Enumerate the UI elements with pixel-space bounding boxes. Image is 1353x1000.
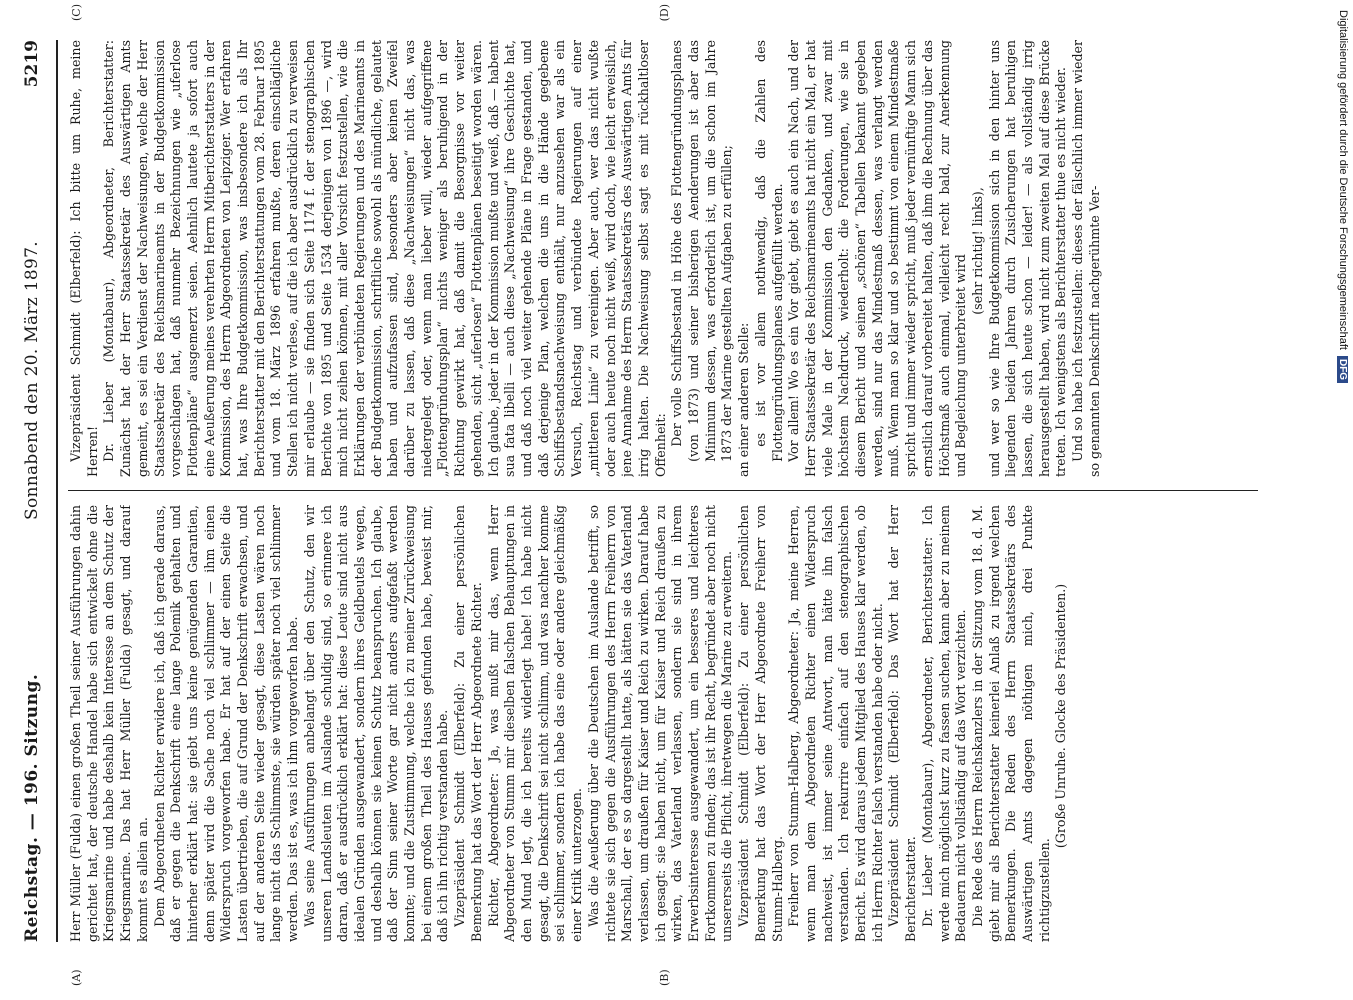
left-paragraph: Vizepräsident Schmidt (Elberfeld): Zu einer persönlichen Bemerkung hat das Wort der Herr Abgeordnete Freiherr von Stumm-Halberg. (736, 505, 785, 942)
right-column (68, 40, 1258, 477)
left-paragraph: Dr. Lieber (Montabaur), Abgeordneter, Berichterstatter: Ich werde mich möglichst kurz zu fassen suchen, kann aber zu meinem Bedauern nicht vollständig auf das Wort verzichten. (919, 505, 969, 942)
left-paragraph: Richter, Abgeordneter: Ja, was mußt mir das, wenn Herr Abgeordneter von Stumm mir dieselben falschen Behauptungen in den Mund legt, die ich bereits widerlegt habe! Ich habe nicht gesagt, die Denkschrift sei nicht schlimm, und was nachher komme sei schlimmer, sondern ich habe das eine oder andere gleichmäßig einer Kritik unterzogen. (485, 505, 585, 942)
left-paragraph: Vizepräsident Schmidt (Elberfeld): Das Wort hat der Herr Berichterstatter. (886, 505, 919, 942)
left-paragraph: (Große Unruhe. Glocke des Präsidenten.) (1053, 583, 1069, 849)
text-columns (68, 4, 1258, 986)
right-paragraph: Und so habe ich festzustellen: dieses der fälschlich immer wieder so genannten Denkschrift nachgerühmte Ver- (1070, 40, 1102, 477)
left-paragraph: Was die Aeußerung über die Deutschen im Auslande betrifft, so richtete sie sich gegen die Ausführungen des Herrn Freiherrn von Marschall, der es so dargestellt hatte, als hätten sie das Vaterland verlassen, um draußen für Kaiser und Reich zu wirken. Darauf habe ich gesagt: sie haben nicht, um für Kaiser und Reich draußen zu wirken, das Vaterland verlassen, sondern sie sind in ihrem Erwerbsinteresse ausgewandert, um ein besseres und leichteres Fortkommen zu finden; das ist ihr Recht, begründet aber noch nicht unsererseits die Pflicht, ihretwegen die Marine zu erweitern. (585, 505, 735, 942)
digitization-note (1335, 0, 1351, 1000)
right-paragraph: Der volle Schiffsbestand in Höhe des Flottengründungsplanes (von 1873) und seiner bisherigen Aenderungen ist aber das Minimum dessen, was erforderlich ist, um die schon im Jahre 1873 der Marine gestellten Aufgaben zu erfüllen; (669, 40, 735, 462)
left-paragraph: Freiherr von Stumm-Halberg, Abgeordneter: Ja, meine Herren, wenn man dem Abgeordneten Richter einen Widerspruch nachweist, ist immer seine Antwort, man hätte ihn falsch verstanden. Ich rekurrire einfach auf den stenographischen Bericht. Es wird daraus jedem Mitglied des Hauses klar werden, ob ich Herrn Richter falsch verstanden habe oder nicht. (786, 505, 885, 942)
right-paragraph: an einer anderen Stelle: (736, 322, 752, 477)
left-paragraph: Herr Müller (Fulda) einen großen Theil seiner Ausführungen dahin gerichtet hat, der deutsche Handel habe sich entwickelt ohne die Kriegsmarine und habe deshalb kein Interesse an dem Schutz der Kriegsmarine. Das hat Herr Müller (Fulda) gesagt, und darauf kommt es allein an. (68, 505, 150, 942)
margin-marker-a: (A) (70, 969, 83, 986)
right-paragraph: Vizepräsident Schmidt (Elberfeld): Ich bitte um Ruhe, meine Herren! (68, 40, 100, 477)
margin-marker-d: (D) (658, 4, 671, 22)
right-paragraph: Vor allem! Wo es ein Vor giebt, giebt es auch ein Nach, und der Herr Staatssekretär des Reichsmarineamts hat nicht ein Mal, er hat viele Male in der Kommission den Gedanken, und zwar mit höchstem Nachdruck, wiederholt: die Forderungen, wie sie in diesem Bericht und seinen „schönen“ Tabellen bekannt gegeben werden, sind nur das Mindestmaß dessen, was verlangt werden muß. Wenn man so klar und so bestimmt von einem Mindestmaße spricht und immer wieder spricht, muß jeder vernünftige Mann sich ernstlich darauf vorbereitet halten, daß ihm die Rechnung über das Höchstmaß auch einmal, vielleicht recht bald, zur Anerkennung und Begleichung unterbreitet wird (786, 40, 969, 477)
header-date: Sonnabend den 20. März 1897. (22, 241, 42, 520)
header-left: Reichstag. — 196. Sitzung. (22, 673, 42, 942)
left-paragraph: Dem Abgeordneten Richter erwidere ich, daß ich gerade daraus, daß er gegen die Denkschrift eine lange Polemik gehalten und hinterher erklärt hat: sie giebt uns keine genügenden Garantien, denn später wird die Sache noch viel schlimmer — ihm einen Widerspruch vorgeworfen habe. Er hat auf der einen Seite die Lasten übertrieben, die auf Grund der Denkschrift erwachsen, und auf der anderen Seite wieder gesagt, diese Lasten wären noch lange nicht das Schlimmste, sie würden später noch viel schlimmer werden. Das ist es, was ich ihm vorgeworfen habe. (151, 505, 301, 942)
right-paragraph: und wer so wie Ihre Budgetkommission sich in den hinter uns liegenden beiden Jahren durch Zusicherungen hat beruhigen lassen, die sich heute schon — leider! — als vollständig irrig herausgestellt haben, wird nicht zum zweiten Mal auf diese Brücke treten. Ich wenigstens als Berichterstatter thue es nicht wieder. (986, 40, 1069, 477)
page-number: 5219 (22, 40, 42, 88)
digitization-note-text: Digitalisierung gefördert durch die Deutsche Forschungsgemeinschaft (1337, 10, 1349, 350)
left-column (68, 505, 1258, 942)
left-paragraph: Die Rede des Herrn Reichskanzlers in der Sitzung vom 18. d. M. giebt mir als Berichterstatter keinerlei Anlaß zu irgend welchen Bemerkungen. Die Reden des Herrn Staatssekretärs des Auswärtigen Amts dagegen nöthigen mich, drei Punkte richtigzustellen. (969, 505, 1052, 942)
page-header (22, 40, 58, 942)
right-paragraph: Dr. Lieber (Montabaur), Abgeordneter, Berichterstatter: Zunächst hat der Herr Staatssekretär des Auswärtigen Amts gemeint, es sei ein Verdienst der Nachweisungen, welche der Herr Staatssekretär des Reichsmarineamts in der Budgetkommission vorgeschlagen hat, daß nunmehr Bezeichnungen wie „uferlose Flottenpläne“ ausgemerzt seien. Aehnlich lautete ja sofort auch eine Aeußerung meines verehrten Herrn Mitberichterstatters in der Kommission, des Herrn Abgeordneten von Leipziger. Wer erfahren hat, was Ihre Budgetkommission, was insbesondere ich als Ihr Berichterstatter mit den Berichterstattungen vom 28. Februar 1895 und vom 18. März 1896 erfahren mußte, deren einschlägliche Stellen ich nicht verlese, auf die ich aber ausdrücklich zu verweisen mir erlaube — sie finden sich Seite 1174 f. der stenographischen Berichte von 1895 und Seite 1534 derjenigen von 1896 —, wird mich nicht zeihen können, mit aller Vorsicht festzustellen, wie die Erklärungen der verbündeten Regierungen und des Marineamts in der Budgetkommission, schriftliche sowohl als mündliche, gelautet haben und aufzufassen sind, besonders aber keinen Zweifel darüber zu lassen, daß diese „Nachweisungen“ nicht das, was niedergelegt oder, wenn man lieber will, wieder aufgegriffene „Flottengründungsplan“ nichts weniger als beruhigend in der Richtung gewirkt hat, daß damit die Besorgnisse vor weiter gehenden, sicht „uferlosen“ Flottenplänen beseitigt worden wären. Ich glaube, jeder in der Kommission mußte und weiß, daß — habent sua fata libelli — auch diese „Nachweisung“ ihre Geschichte hat, und daß noch viel weiter gehende Pläne in Frage gestanden, und daß derjenige Plan, welchen die uns in die Hände gegebene Schiffsbestandsnachweisung enthält, nur anzusehen war als ein Versuch, Reichstag und verbündete Regierungen auf einer „mittleren Linie“ zu vereinigen. Aber auch, wer das nicht wußte oder auch heute noch nicht weiß, wird doch, wie leicht erweislich, jene Annahme des Herrn Staatssekretärs des Auswärtigen Amts für irrig halten. Die Nachweisung selbst sagt es mit rückhaltloser Offenheit: (101, 40, 668, 477)
right-paragraph: (sehr richtig! links), (969, 187, 985, 315)
left-paragraph: Was seine Ausführungen anbelangt über den Schutz, den wir unseren Landsleuten im Auslande schuldig sind, so erinnere ich daran, daß er ausdrücklich erklärt hat: diese Leute sind nicht aus idealen Gründen ausgewandert, sondern ihres Geldbeutels wegen, und deshalb können sie keinen Schutz beanspruchen. Ich glaube, daß der Sinn seiner Worte gar nicht anders aufgefaßt werden konnte; und die Zustimmung, welche ich zu meiner Zurückweisung bei einem großen Theil des Hauses gefunden habe, beweist mir, daß ich ihn richtig verstanden habe. (301, 505, 451, 942)
margin-marker-c: (C) (70, 4, 83, 21)
left-paragraph: Vizepräsident Schmidt (Elberfeld): Zu einer persönlichen Bemerkung hat das Wort der Herr Abgeordnete Richter. (452, 505, 484, 942)
column-divider (68, 490, 1258, 491)
dfg-logo: DFG (1338, 356, 1349, 383)
margin-marker-b: (B) (658, 969, 671, 986)
right-paragraph: es ist vor allem nothwendig, daß die Zahlen des Flottengründungsplanes aufgefüllt werden. (752, 40, 785, 462)
